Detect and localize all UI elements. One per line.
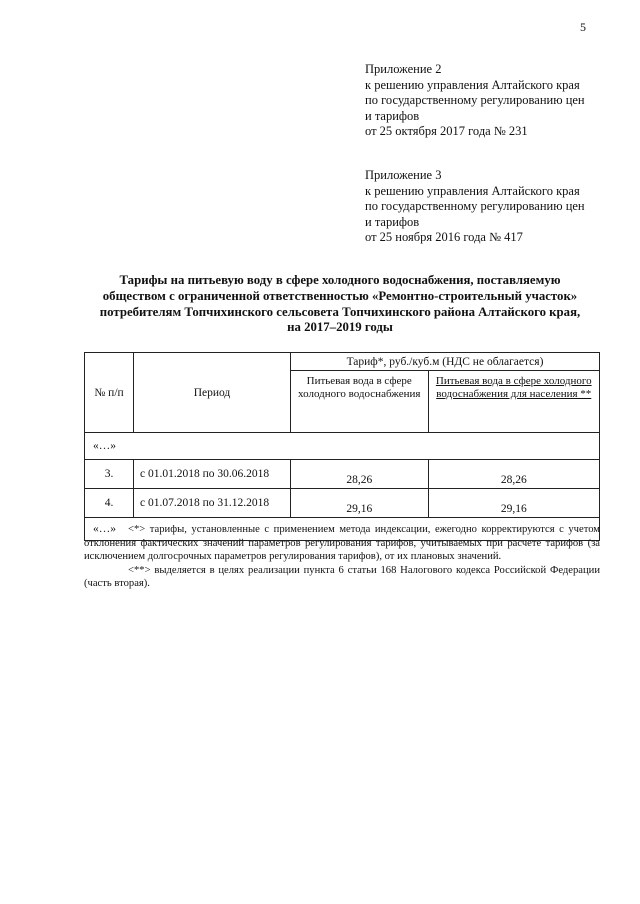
header-drinking-water: Питьевая вода в сфере холодного водоснабжения — [291, 371, 429, 433]
tariff-table — [84, 352, 600, 541]
row-tariff-b: 28,26 — [428, 460, 600, 489]
row-number: 4. — [85, 489, 134, 518]
appendix-3-line: по государственному регулированию цен — [365, 199, 585, 214]
appendix-3-line: к решению управления Алтайского края — [365, 183, 580, 198]
row-period: с 01.07.2018 по 31.12.2018 — [134, 489, 291, 518]
row-number: 3. — [85, 460, 134, 489]
title-line: обществом с ограниченной ответственностью «Ремонтно-строительный участок» — [102, 288, 578, 303]
appendix-2-title: Приложение 2 — [365, 62, 442, 76]
appendix-2-date: от 25 октября 2017 года № 231 — [365, 124, 528, 139]
row-tariff-b: 29,16 — [428, 489, 600, 518]
header-tariff-group: Тариф*, руб./куб.м (НДС не облагается) — [291, 353, 600, 371]
footnote-1: <*> тарифы, установленные с применением метода индексации, ежегодно корректируются с учетом отклонения фактических значений параметров регулирования тарифов, учитываемых при расчете тарифов (за исключением долгосрочных параметров регулирования тарифов), от их плановых значений. — [84, 524, 600, 563]
appendix-2-line: к решению управления Алтайского края — [365, 77, 580, 92]
ellipsis-row-top: «…» — [85, 433, 600, 460]
appendix-3-title: Приложение 3 — [365, 168, 442, 182]
appendix-2-header — [365, 62, 625, 140]
ellipsis-row-bottom: «…» — [85, 518, 600, 541]
header-drinking-water-population-text: Питьевая вода в сфере холодного водоснабжения для населения ** — [435, 375, 592, 400]
header-period: Период — [134, 353, 291, 433]
document-title — [70, 273, 610, 336]
appendix-3-date: от 25 ноября 2016 года № 417 — [365, 230, 523, 245]
table-row — [85, 460, 600, 489]
title-line: на 2017–2019 годы — [287, 320, 393, 335]
appendix-2-line: по государственному регулированию цен — [365, 93, 585, 108]
row-period: с 01.01.2018 по 30.06.2018 — [134, 460, 291, 489]
row-tariff-a: 28,26 — [291, 460, 429, 489]
appendix-3-line: и тарифов — [365, 214, 420, 229]
header-drinking-water-population — [428, 371, 600, 433]
appendix-2-line: и тарифов — [365, 108, 420, 123]
footnotes — [84, 523, 600, 591]
title-line: потребителям Топчихинского сельсовета Топчихинского района Алтайского края, — [99, 304, 581, 319]
header-number: № п/п — [85, 353, 134, 433]
page-number: 5 — [580, 20, 586, 34]
row-tariff-a: 29,16 — [291, 489, 429, 518]
table-row — [85, 489, 600, 518]
title-line: Тарифы на питьевую воду в сфере холодного водоснабжения, поставляемую — [119, 273, 561, 287]
footnote-2: <**> выделяется в целях реализации пункта 6 статьи 168 Налогового кодекса Российской Федерации (часть вторая). — [84, 564, 600, 590]
appendix-3-header — [365, 168, 625, 246]
